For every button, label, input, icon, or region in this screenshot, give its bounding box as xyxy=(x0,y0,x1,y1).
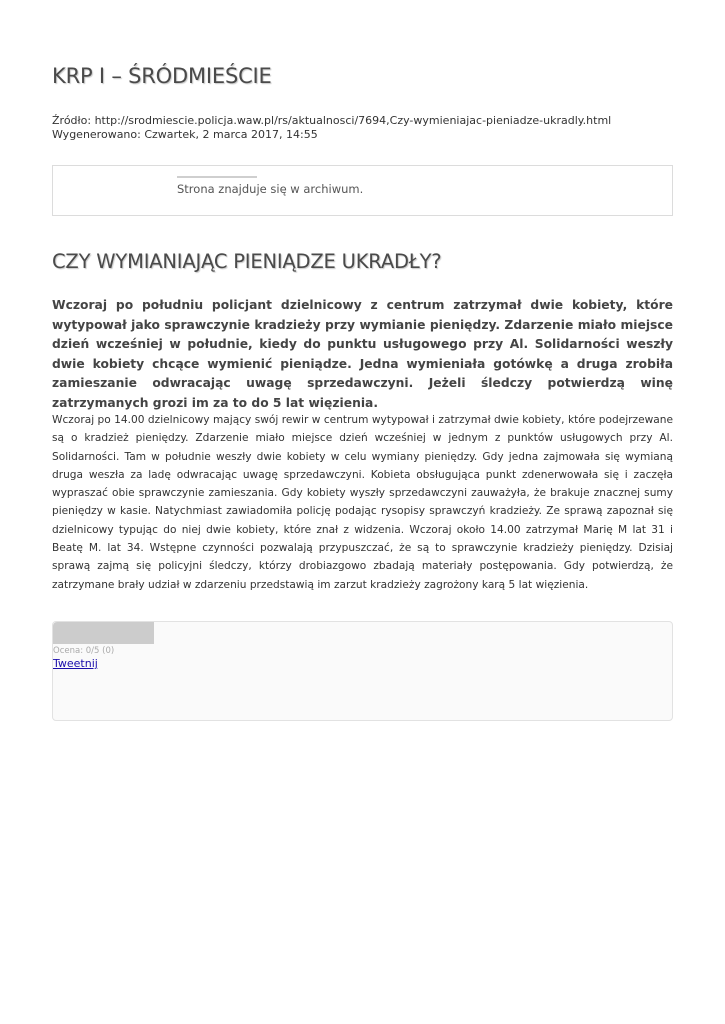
source-line: Źródło: http://srodmiescie.policja.waw.pl/rs/aktualnosci/7694,Czy-wymieniajac-pieniadze-ukradly.html xyxy=(52,114,612,127)
archive-notice-text: Strona znajduje się w archiwum. xyxy=(177,182,364,196)
article-title: CZY WYMIANIAJĄC PIENIĄDZE UKRADŁY? xyxy=(52,250,442,273)
archive-notice-divider xyxy=(177,176,257,178)
rating-stars-bar[interactable] xyxy=(53,622,154,644)
article-lead: Wczoraj po południu policjant dzielnicowy z centrum zatrzymał dwie kobiety, które wytypował jako sprawczynie kradzieży przy wymianie pieniędzy. Zdarzenie miało miejsce dzień wcześniej w południe, kiedy do punktu usługowego przy Al. Solidarności weszły dwie kobiety chcące wymienić pieniądze. Jedna wymieniała gotówkę a druga zrobiła zamieszanie odwracając uwagę sprzedawczyni. Jeżeli śledczy potwierdzą winę zatrzymanych grozi im za to do 5 lat więzienia. xyxy=(52,298,673,410)
site-title: KRP I – ŚRÓDMIEŚCIE xyxy=(52,64,272,88)
archive-notice xyxy=(52,165,673,216)
generated-line: Wygenerowano: Czwartek, 2 marca 2017, 14:55 xyxy=(52,128,318,141)
document-meta xyxy=(52,114,611,142)
rating-label: Ocena: 0/5 (0) xyxy=(53,646,115,656)
article-body: Wczoraj po 14.00 dzielnicowy mający swój rewir w centrum wytypował i zatrzymał dwie kobiety, które podejrzewane są o kradzież pieniędzy. Zdarzenie miało miejsce dzień wcześniej w jednym z punktów usługowych przy Al. Solidarności. Tam w południe weszły dwie kobiety w celu wymiany pieniędzy. Gdy jedna zajmowała się wymianą druga weszła za ladę odwracając uwagę sprzedawczyni. Kobieta obsługująca punkt zdenerwowała się i zaczęła wypraszać obie sprawczynie zamieszania. Gdy kobiety wyszły sprzedawczyni zauważyła, że brakuje znacznej sumy pieniędzy w kasie. Natychmiast zawiadomiła policję podając rysopisy sprawczyń kradzieży. Ze sprawą zapoznał się dzielnicowy typując do niej dwie kobiety, które znał z widzenia. Wczoraj około 14.00 zatrzymał Marię M lat 31 i Beatę M. lat 34. Wstępne czynności pozwalają przypuszczać, że są to sprawczynie kradzieży pieniędzy. Dzisiaj sprawą zajmą się policyjni śledczy, którzy drobiazgowo zbadają materiały postępowania. Gdy potwierdzą, że zatrzymane brały udział w zdarzeniu przedstawią im zarzut kradzieży zagrożony karą 5 lat więzienia. xyxy=(52,414,673,591)
tweet-link[interactable]: Tweetnij xyxy=(53,657,98,670)
rating-panel xyxy=(52,621,673,721)
